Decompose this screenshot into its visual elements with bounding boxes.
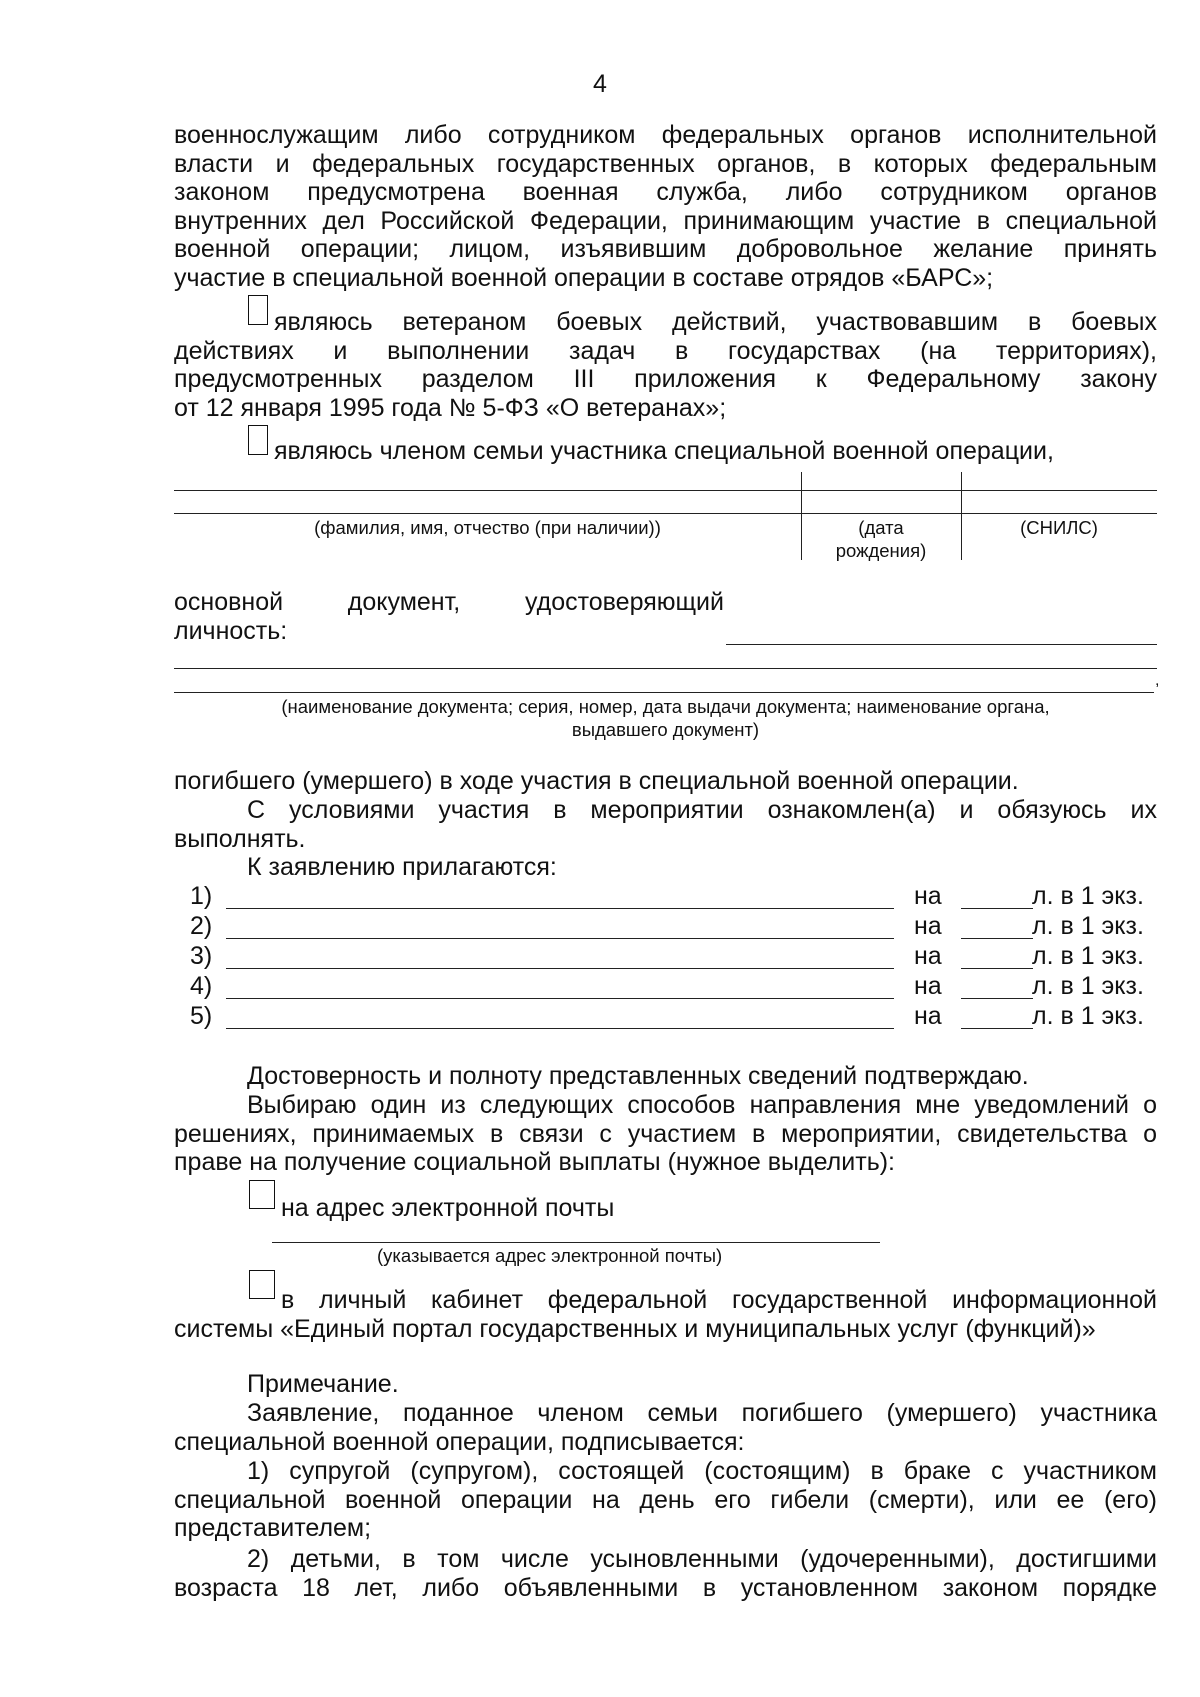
attachments-heading: К заявлению прилагаются:: [247, 853, 557, 881]
confirm-text: Достоверность и полноту представленных сведений подтверждаю.: [247, 1062, 1029, 1090]
dob-caption-line: (дата: [858, 517, 904, 538]
notification-line: Выбираю один из следующих способов направления мне уведомлений о: [247, 1091, 1157, 1119]
id-document-caption-line: (наименование документа; серия, номер, дата выдачи документа; наименование органа,: [281, 696, 1050, 717]
note-line: специальной военной операции на день его гибели (смерти), или ее (его): [174, 1485, 1157, 1514]
attachment-on-label: на: [914, 912, 942, 940]
id-document-field[interactable]: [174, 692, 1154, 693]
attachment-on-label: на: [914, 1002, 942, 1030]
email-option-label: на адрес электронной почты: [281, 1194, 615, 1222]
table-line: [174, 513, 1157, 514]
gosuslugi-line: системы «Единый портал государственных и муниципальных услуг (функций)»: [174, 1314, 1096, 1343]
note-line: представителем;: [174, 1514, 372, 1542]
attachment-pages-field[interactable]: [961, 998, 1033, 999]
intro-line: участие в специальной военной операции в составе отрядов «БАРС»;: [174, 263, 994, 292]
veteran-line: действиях и выполнении задач в государствах (на территориях),: [174, 336, 1157, 365]
table-line: [174, 490, 1157, 491]
attachment-number: 2): [190, 912, 213, 940]
attachment-suffix: л. в 1 экз.: [1032, 972, 1144, 1000]
attachment-name-field[interactable]: [226, 998, 894, 999]
notification-line: решениях, принимаемых в связи с участием в мероприятии, свидетельства о: [174, 1119, 1157, 1148]
family-member-checkbox[interactable]: [248, 425, 268, 455]
conditions-line: С условиями участия в мероприятии ознакомлен(а) и обязуюсь их: [247, 796, 1157, 824]
attachment-number: 1): [190, 882, 213, 910]
page-number: 4: [593, 70, 607, 98]
intro-paragraph: [174, 121, 1157, 292]
id-document-field[interactable]: [726, 644, 1157, 645]
deceased-text: погибшего (умершего) в ходе участия в специальной военной операции.: [174, 767, 1019, 795]
conditions-line: выполнять.: [174, 824, 306, 853]
note-line: специальной военной операции, подписывается:: [174, 1427, 745, 1456]
dob-caption: [801, 516, 961, 562]
attachment-pages-field[interactable]: [961, 938, 1033, 939]
attachment-on-label: на: [914, 972, 942, 1000]
attachment-row: [174, 942, 1157, 972]
attachment-pages-field[interactable]: [961, 1028, 1033, 1029]
attachment-pages-field[interactable]: [961, 908, 1033, 909]
note-paragraph-3: [174, 1545, 1157, 1602]
id-document-label: [174, 588, 724, 645]
attachments-list: [174, 882, 1157, 1032]
veteran-option: [174, 308, 1157, 422]
family-member-label: являюсь членом семьи участника специальной военной операции,: [274, 437, 1054, 465]
email-checkbox[interactable]: [249, 1180, 275, 1209]
conditions-paragraph: [174, 796, 1157, 853]
dob-caption-line: рождения): [835, 540, 927, 561]
id-document-comma: ,: [1155, 672, 1160, 689]
veteran-line: предусмотренных разделом III приложения к Федеральному закону: [174, 365, 1157, 393]
attachment-name-field[interactable]: [226, 908, 894, 909]
id-document-caption-line: выдавшего документ): [571, 719, 760, 740]
attachment-row: [174, 1002, 1157, 1032]
veteran-line: от 12 января 1995 года № 5-ФЗ «О ветеранах»;: [174, 393, 727, 422]
note-title: Примечание.: [247, 1370, 399, 1398]
attachment-row: [174, 882, 1157, 912]
id-document-field[interactable]: [174, 668, 1157, 669]
gosuslugi-line: в личный кабинет федеральной государственной информационной: [281, 1286, 1157, 1314]
intro-line: военнослужащим либо сотрудником федеральных органов исполнительной: [174, 121, 1157, 149]
note-line: возраста 18 лет, либо объявленными в установленном законом порядке: [174, 1573, 1157, 1602]
gosuslugi-option: [174, 1286, 1157, 1343]
email-caption: (указывается адрес электронной почты): [377, 1245, 723, 1266]
attachment-suffix: л. в 1 экз.: [1032, 882, 1144, 910]
attachment-row: [174, 912, 1157, 942]
note-paragraph-2: [174, 1457, 1157, 1543]
attachment-number: 3): [190, 942, 213, 970]
attachment-suffix: л. в 1 экз.: [1032, 912, 1144, 940]
notification-paragraph: [174, 1091, 1157, 1177]
intro-line: законом предусмотрена военная служба, либо сотрудником органов: [174, 178, 1157, 206]
attachment-suffix: л. в 1 экз.: [1032, 942, 1144, 970]
attachment-row: [174, 972, 1157, 1002]
attachment-number: 4): [190, 972, 213, 1000]
id-document-caption: [174, 695, 1157, 741]
email-address-field[interactable]: [272, 1242, 880, 1243]
intro-line: власти и федеральных государственных органов, в которых федеральным: [174, 149, 1157, 178]
attachment-number: 5): [190, 1002, 213, 1030]
fio-caption: (фамилия, имя, отчество (при наличии)): [314, 517, 661, 538]
attachment-name-field[interactable]: [226, 938, 894, 939]
id-document-label-line: основной документ, удостоверяющий: [174, 588, 724, 616]
attachment-suffix: л. в 1 экз.: [1032, 1002, 1144, 1030]
attachment-name-field[interactable]: [226, 1028, 894, 1029]
intro-line: военной операции; лицом, изъявившим добровольное желание принять: [174, 235, 1157, 263]
attachment-on-label: на: [914, 942, 942, 970]
note-line: Заявление, поданное членом семьи погибшего (умершего) участника: [247, 1399, 1157, 1427]
notification-line: праве на получение социальной выплаты (нужное выделить):: [174, 1148, 895, 1176]
attachment-on-label: на: [914, 882, 942, 910]
attachment-name-field[interactable]: [226, 968, 894, 969]
snils-caption: (СНИЛС): [1020, 517, 1098, 538]
note-line: 1) супругой (супругом), состоящей (состоящим) в браке с участником: [247, 1457, 1157, 1485]
intro-line: внутренних дел Российской Федерации, принимающим участие в специальной: [174, 206, 1157, 235]
id-document-label-line: личность:: [174, 616, 288, 645]
note-paragraph-1: [174, 1399, 1157, 1456]
attachment-pages-field[interactable]: [961, 968, 1033, 969]
note-line: 2) детьми, в том числе усыновленными (удочеренными), достигшими: [247, 1545, 1157, 1573]
veteran-line: являюсь ветераном боевых действий, участвовавшим в боевых: [274, 308, 1157, 336]
